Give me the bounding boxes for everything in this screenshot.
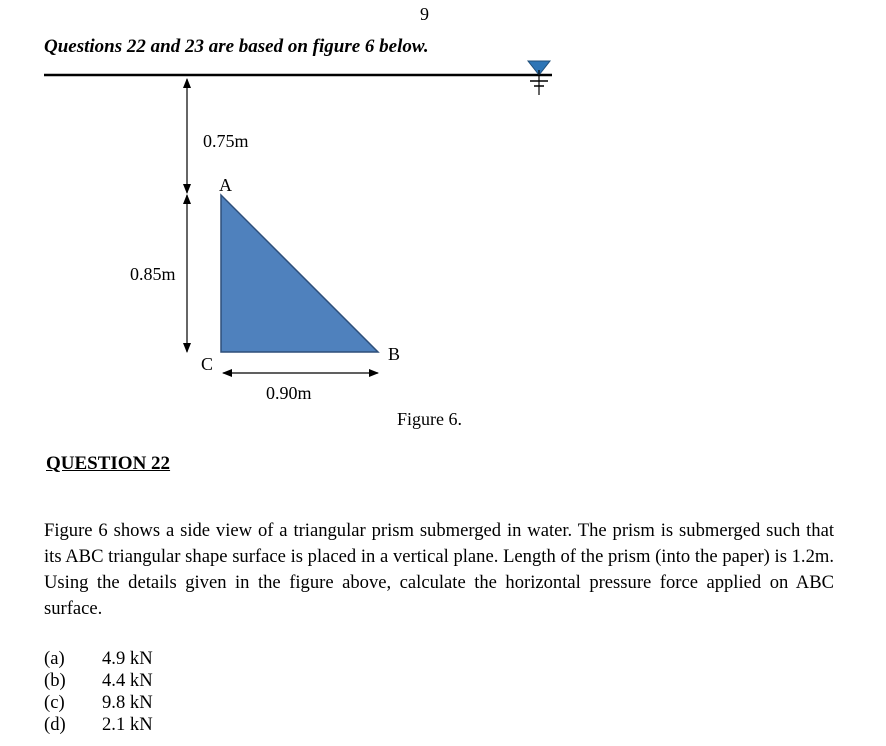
- option-letter: (d): [44, 714, 66, 735]
- dimension-label-top: 0.75m: [203, 131, 249, 151]
- dimension-label-base: 0.90m: [266, 383, 312, 403]
- water-level-icon: [528, 61, 550, 95]
- option-letter: (a): [44, 648, 65, 669]
- option-letter: (c): [44, 692, 65, 713]
- question-body: Figure 6 shows a side view of a triangular prism submerged in water. The prism is submerged such that its ABC triangular shape surface is placed in a vertical plane. Length of the prism (into the paper) is 1.2m. Using the details given in the figure above, calculate the horizontal pressure force applied on ABC surface.: [44, 520, 834, 619]
- option-c[interactable]: [44, 692, 153, 714]
- vertex-label-a: A: [219, 175, 232, 195]
- option-text: 4.4 kN: [102, 670, 153, 691]
- page-number: 9: [420, 4, 429, 24]
- question-heading: QUESTION 22: [46, 453, 171, 474]
- intro-text: Questions 22 and 23 are based on figure 6 below.: [44, 36, 429, 57]
- vertex-label-c: C: [201, 354, 214, 374]
- figure-caption: Figure 6.: [397, 409, 462, 429]
- option-d[interactable]: [44, 714, 153, 736]
- option-letter: (b): [44, 670, 66, 691]
- option-text: 4.9 kN: [102, 648, 153, 669]
- option-a[interactable]: [44, 648, 153, 670]
- triangle-abc: [221, 195, 378, 352]
- option-text: 2.1 kN: [102, 714, 153, 735]
- option-b[interactable]: [44, 670, 153, 692]
- option-text: 9.8 kN: [102, 692, 153, 713]
- answer-options: [44, 648, 153, 736]
- dimension-label-left: 0.85m: [130, 264, 176, 284]
- vertex-label-b: B: [388, 344, 401, 364]
